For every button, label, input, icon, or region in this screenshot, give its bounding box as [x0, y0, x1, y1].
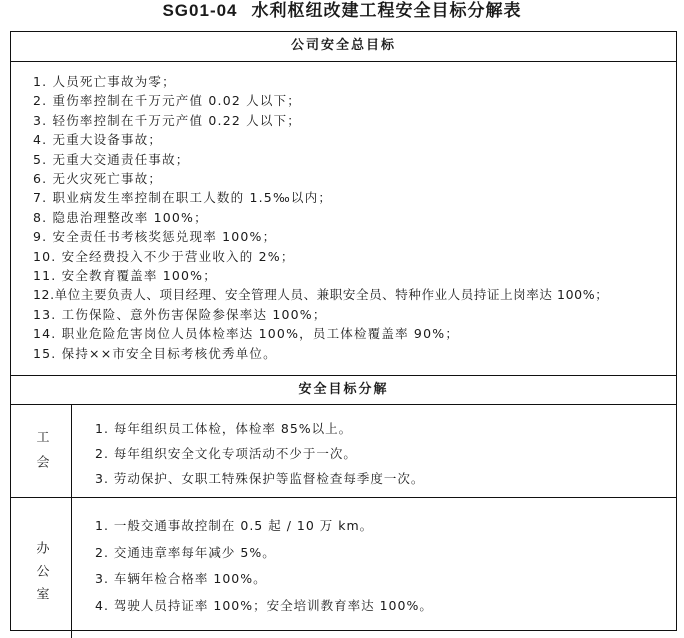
- goal-item: 7. 职业病发生率控制在职工人数的 1.5‰以内；: [33, 190, 333, 206]
- goal-item: 1. 人员死亡事故为零；: [33, 74, 176, 89]
- department-goals: [95, 416, 424, 491]
- goal-item: 8. 隐患治理整改率 100%；: [33, 209, 208, 225]
- goal-item: 5. 无重大交通责任事故；: [33, 151, 190, 167]
- department-goal-item: 3. 劳动保护、女职工特殊保护等监督检查每季度一次。: [95, 471, 425, 486]
- department-goals: [95, 513, 433, 619]
- department-name: 办公室: [33, 540, 49, 610]
- department-row-office: [11, 498, 676, 638]
- company-goals-list: [11, 62, 676, 375]
- breakdown-header: 安全目标分解: [11, 375, 676, 405]
- goal-item: 14. 职业危险危害岗位人员体检率达 100%，员工体检覆盖率 90%；: [33, 326, 460, 342]
- department-goal-item: 2. 交通违章率每年减少 5%。: [95, 544, 276, 560]
- department-goal-item: 1. 每年组织员工体检，体检率 85%以上。: [95, 421, 353, 436]
- department-goal-item: 2. 每年组织安全文化专项活动不少于一次。: [95, 446, 357, 461]
- goal-item: 10. 安全经费投入不少于营业收入的 2%；: [33, 248, 295, 264]
- department-goal-item: 3. 车辆年检合格率 100%。: [95, 571, 267, 586]
- goal-item: 2. 重伤率控制在千万元产值 0.02 人以下；: [33, 93, 301, 109]
- document-title-text: 水利枢纽改建工程安全目标分解表: [251, 1, 522, 21]
- goal-item: 12.单位主要负责人、项目经理、安全管理人员、兼职安全员、特种作业人员持证上岗率达 100%；: [33, 287, 609, 303]
- document-title: [0, 0, 684, 28]
- department-name: 工会: [33, 430, 49, 480]
- department-goal-item: 1. 一般交通事故控制在 0.5 起 / 10 万 km。: [95, 518, 374, 533]
- goal-item: 13. 工伤保险、意外伤害保险参保率达 100%；: [33, 306, 327, 322]
- goal-item: 6. 无火灾死亡事故；: [33, 171, 163, 187]
- goal-item: 4. 无重大设备事故；: [33, 132, 163, 148]
- company-goals-header: 公司安全总目标: [11, 32, 676, 62]
- goal-item: 3. 轻伤率控制在千万元产值 0.22 人以下；: [33, 112, 301, 128]
- department-name-cell: [11, 498, 72, 638]
- document-code: SG01-04: [162, 1, 238, 20]
- department-row-union: [11, 405, 676, 498]
- goal-item: 15. 保持××市安全目标考核优秀单位。: [33, 345, 277, 361]
- goal-item: 9. 安全责任书考核奖惩兑现率 100%；: [33, 229, 277, 245]
- goal-table: [10, 31, 677, 631]
- goal-item: 11. 安全教育覆盖率 100%；: [33, 268, 217, 284]
- department-name-cell: [11, 405, 72, 497]
- department-goal-item: 4. 驾驶人员持证率 100%；安全培训教育率达 100%。: [95, 597, 433, 613]
